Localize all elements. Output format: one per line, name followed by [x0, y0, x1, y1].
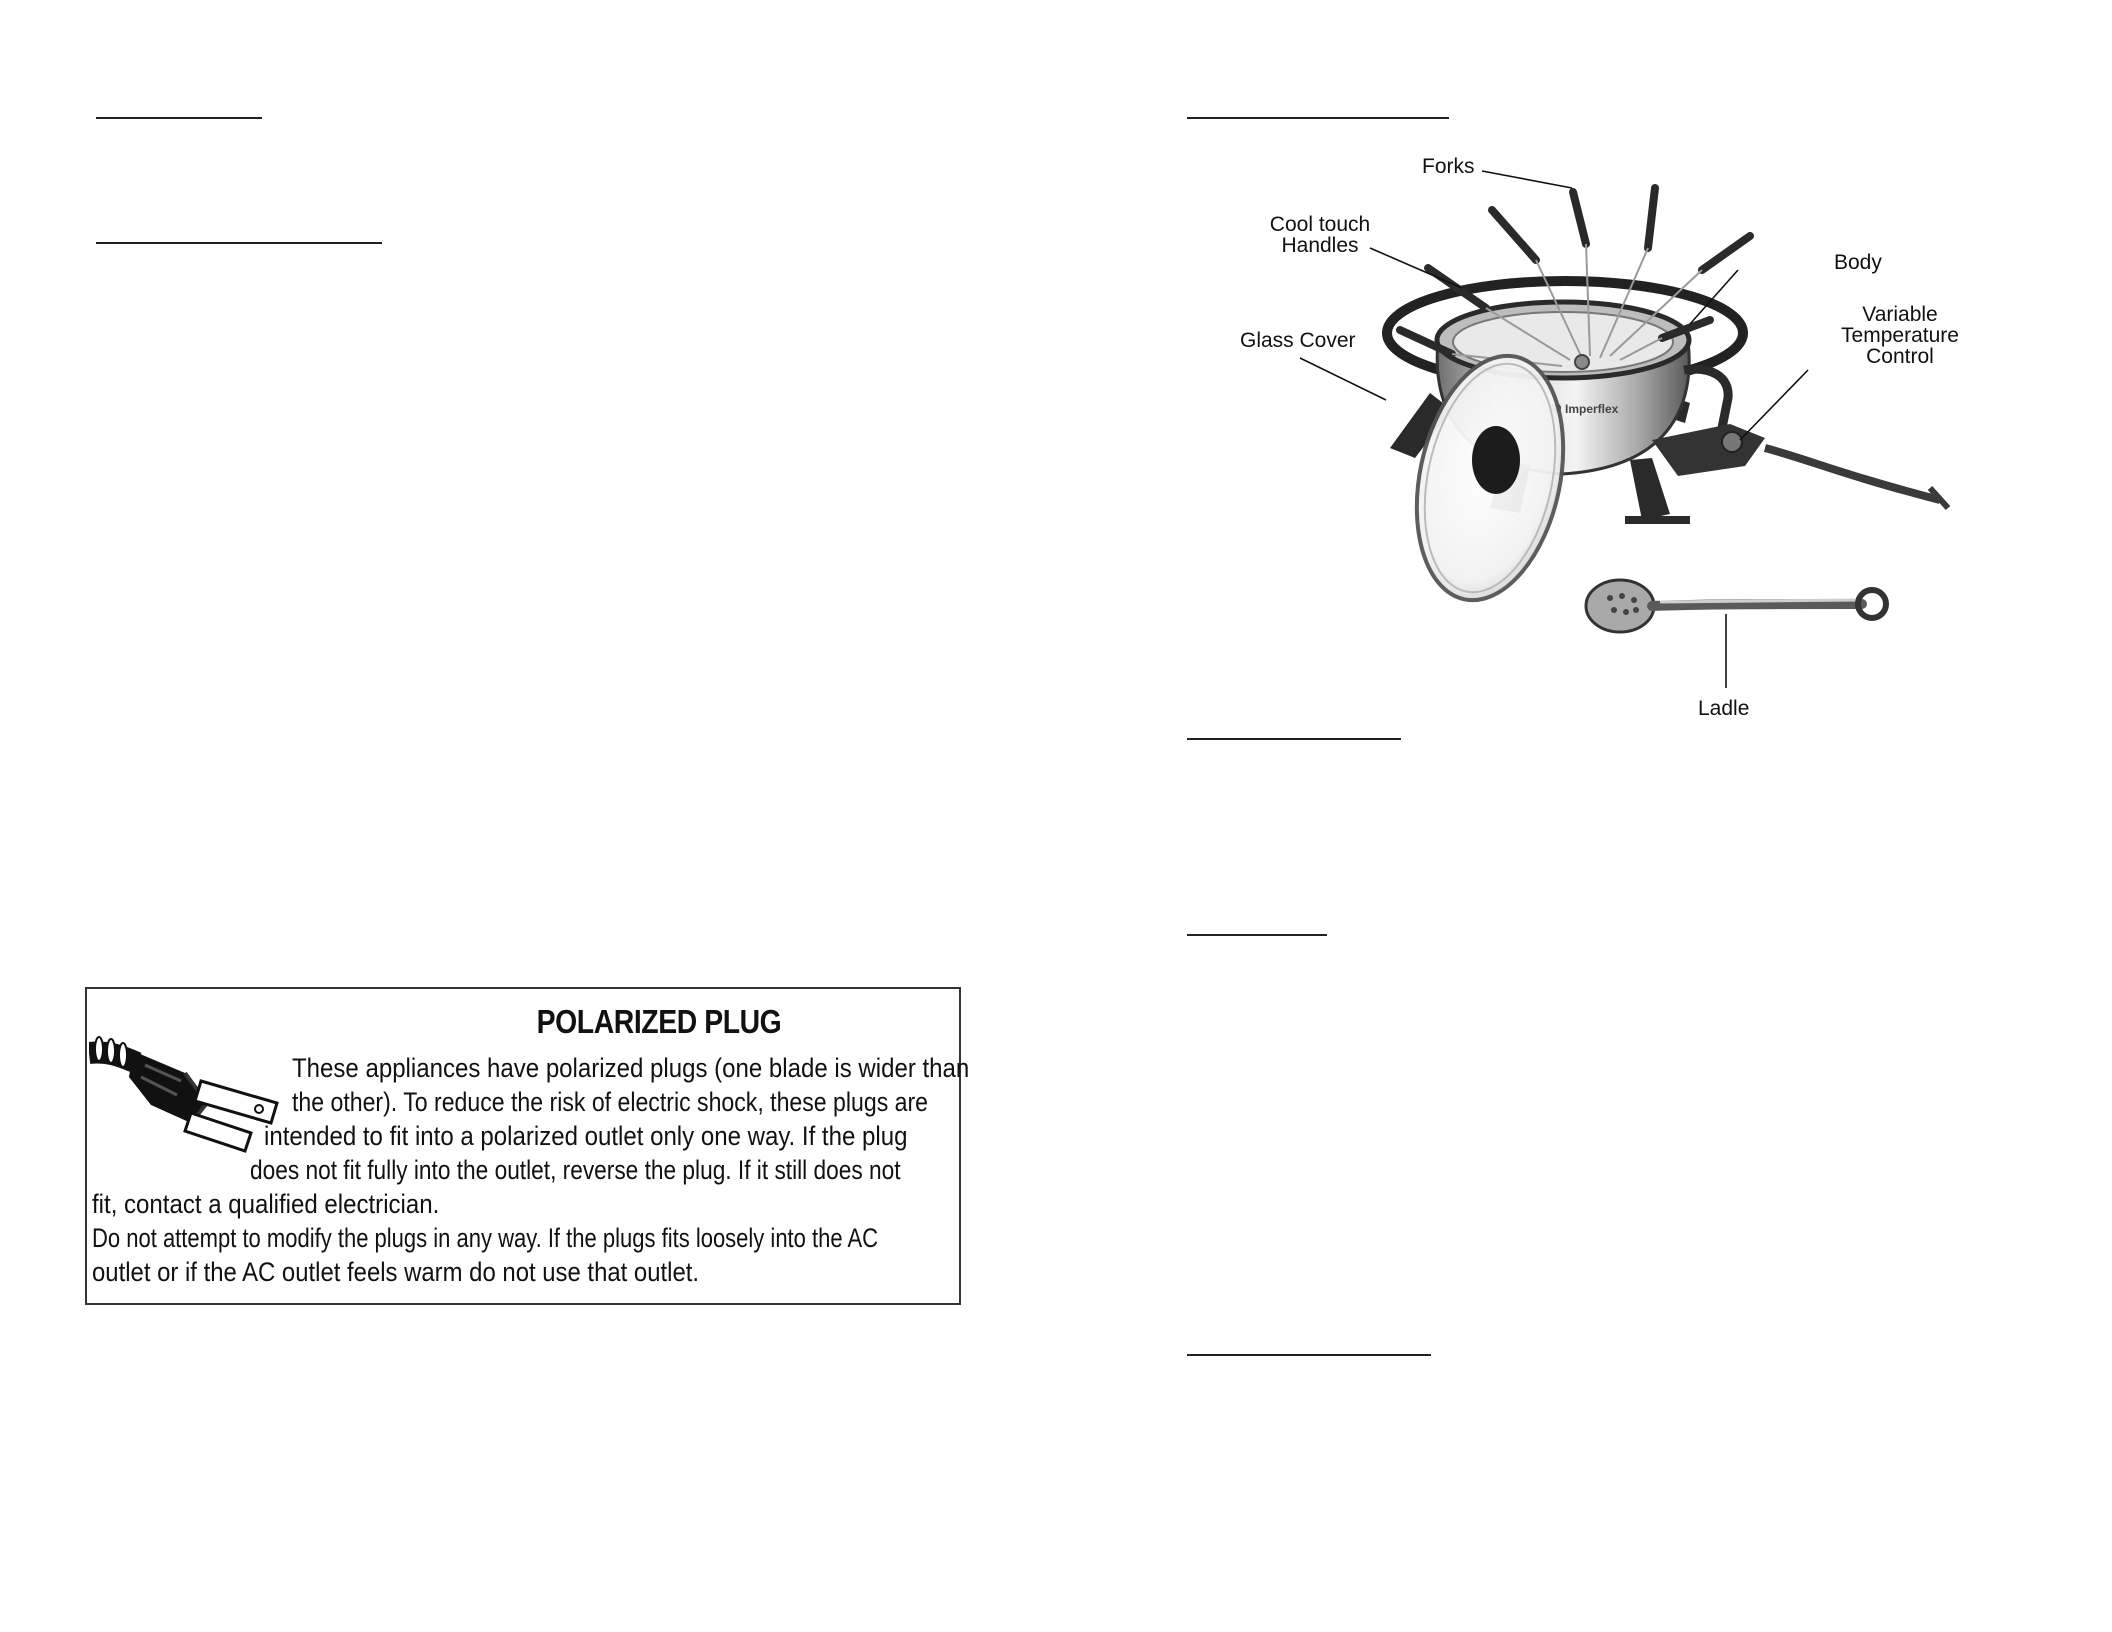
fondue-set-diagram — [1190, 148, 1970, 728]
heading-rule-6 — [1187, 1354, 1431, 1356]
label-ladle: Ladle — [1698, 697, 1750, 720]
plug-notice-line: Do not attempt to modify the plugs in any way. If the plugs fits loosely into the AC — [92, 1223, 879, 1253]
glass-cover-knob — [1472, 426, 1520, 494]
heading-rule-3 — [1187, 117, 1449, 119]
heading-rule-2 — [96, 242, 382, 244]
heading-rule-4 — [1187, 738, 1401, 740]
label-variable-line-2: Temperature — [1841, 324, 1959, 347]
plug-notice-line: These appliances have polarized plugs (one blade is wider than — [292, 1053, 970, 1083]
plug-notice-line: the other). To reduce the risk of electric shock, these plugs are — [292, 1087, 929, 1117]
label-variable-line-3: Control — [1866, 345, 1934, 368]
label-body: Body — [1834, 251, 1882, 274]
label-forks: Forks — [1422, 155, 1475, 178]
plug-icon — [89, 1011, 289, 1161]
polarized-plug-notice — [85, 987, 970, 1305]
label-variable-temperature-control — [1830, 304, 1970, 367]
plug-notice-line: does not fit fully into the outlet, reverse the plug. If it still does not — [250, 1155, 901, 1185]
plug-notice-title: POLARIZED PLUG — [536, 1003, 782, 1040]
label-glass-cover: Glass Cover — [1240, 329, 1356, 352]
heading-rule-1 — [96, 117, 262, 119]
brand-mark: Imperflex — [1565, 402, 1619, 416]
plug-notice-line: outlet or if the AC outlet feels warm do not use that outlet. — [92, 1257, 700, 1287]
label-variable-line-1: Variable — [1862, 303, 1938, 326]
label-cool-touch-handles — [1260, 214, 1380, 256]
plug-notice-line: intended to fit into a polarized outlet only one way. If the plug — [264, 1121, 908, 1151]
heading-rule-5 — [1187, 934, 1327, 936]
plug-notice-line: fit, contact a qualified electrician. — [92, 1189, 440, 1219]
label-cool-touch-line-2: Handles — [1281, 234, 1359, 257]
label-cool-touch-line-1: Cool touch — [1269, 213, 1371, 236]
